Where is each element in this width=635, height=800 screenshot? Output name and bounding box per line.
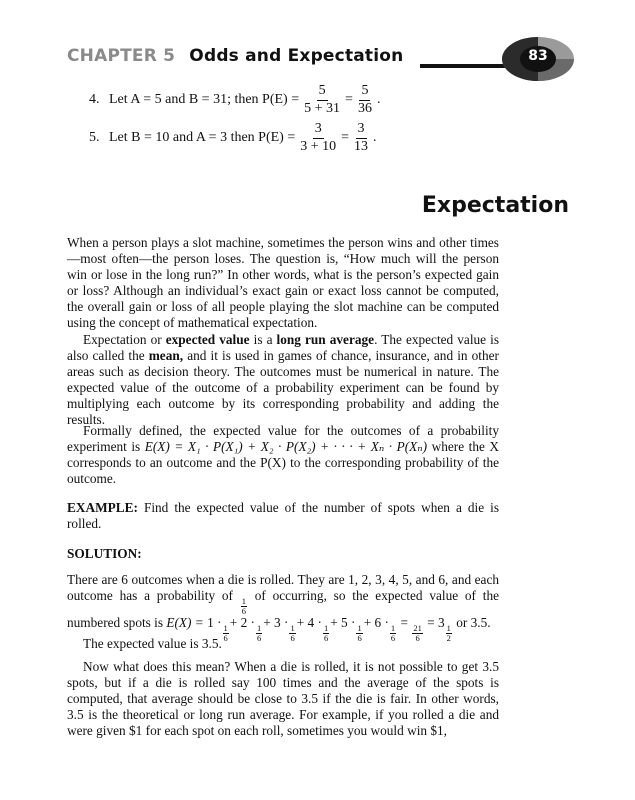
fraction (298, 122, 338, 154)
fraction-denominator: 2 (446, 632, 451, 643)
formula-term: + 5 · (330, 615, 356, 631)
text-run: There are 6 outcomes when a die is rolled. They are 1, 2, 3, 4, 5, and 6, and each outcome has a probability of (67, 572, 499, 604)
section-title: Expectation (421, 193, 569, 218)
paragraph-result: The expected value is 3.5. (83, 636, 222, 651)
mixed-number: = 3 (427, 615, 445, 631)
example-text: Find the expected value of the number of spots when a die is rolled. (67, 500, 499, 532)
fraction-numerator: 3 (313, 122, 324, 139)
chapter-label: CHAPTER 5 (67, 46, 176, 66)
solution-label (67, 546, 499, 562)
text-run: or 3.5. (452, 615, 491, 631)
fraction-denominator: 3 + 10 (300, 138, 337, 154)
text-run: and it is used in games of chance, insurance, and in other areas such as decision theory. The outcomes must be numerical in nature. The expected value of the outcome of a probability experiment can be found by multiplying each outcome by its corresponding probability and adding the results. (67, 348, 499, 428)
fraction-one-sixth (241, 597, 247, 615)
formula-term: + 2 · (229, 615, 255, 631)
paragraph-solution (67, 572, 499, 642)
formula-term: + 6 · (363, 615, 389, 631)
paragraph-formal-definition (67, 423, 499, 487)
example-line-5 (89, 122, 377, 154)
equals-sign: = (345, 92, 353, 108)
fraction-numerator: 5 (317, 84, 328, 101)
fraction-numerator: 21 (413, 623, 422, 634)
fraction-numerator: 1 (256, 623, 262, 634)
fraction (356, 84, 374, 116)
fraction-denominator: 6 (223, 632, 228, 643)
chapter-title: Odds and Expectation (189, 46, 404, 66)
fraction-denominator: 6 (290, 632, 295, 643)
formula-term: + 4 · (296, 615, 322, 631)
term-expected-value: expected value (165, 332, 250, 347)
fraction-denominator: 5 + 31 (304, 100, 341, 116)
fraction-denominator: 6 (323, 632, 329, 643)
item-number: 5. (89, 130, 100, 146)
formula-term: + 3 · (263, 615, 289, 631)
text-run: Expectation or (83, 332, 166, 347)
fraction-numerator: 1 (223, 623, 228, 634)
fraction-numerator: 5 (359, 84, 370, 101)
fraction-denominator: 6 (357, 632, 362, 643)
formula-lead: E(X) = (166, 615, 208, 631)
fraction-numerator: 1 (446, 623, 451, 634)
term-mean: mean, (148, 348, 184, 364)
paragraph-interpretation: Now what does this mean? When a die is rolled, it is not possible to get 3.5 spots, but if a die is rolled say 100 times and the average of the spots is computed, that average should be close to 3.5 if the die is fair. In other words, 3.5 is the theoretical or long run average. For example, if you rolled a die and were given $1 for each spot on each roll, sometimes you would win $1, (67, 659, 499, 739)
term-long-run-average: long run average (276, 332, 375, 347)
fraction-numerator: 1 (390, 623, 396, 634)
example-label: EXAMPLE: (67, 500, 138, 515)
expected-value-formula: E(X) = X₁ · P(X₁) + X₂ · P(X₂) + · · · + Xₙ · P(Xₙ) (144, 439, 428, 455)
example-line-4 (89, 84, 380, 116)
paragraph-intro: When a person plays a slot machine, sometimes the person wins and other times—most often—the person loses. The question is, “How much will the person win or lose in the long run?” In other words, what is the person’s expected gain or loss? Although an individual’s exact gain or exact loss cannot be computed, the overall gain or loss of all people playing the slot machine can be computed using the concept of mathematical expectation. (67, 235, 499, 331)
text-run: of occurring, so the expected value of the numbered spots is (67, 588, 499, 631)
paragraph-definition (67, 332, 499, 429)
fraction (302, 84, 342, 116)
text-run: . The expected value is also called the (67, 332, 500, 364)
solution-label-text: SOLUTION: (67, 546, 142, 561)
fraction-numerator: 1 (323, 623, 329, 634)
equation-lead: Let A = 5 and B = 31; then P(E) = (109, 92, 300, 108)
text-run: is a (249, 332, 277, 347)
period: . (373, 130, 377, 146)
fraction-denominator: 6 (390, 632, 396, 643)
fraction (352, 122, 370, 154)
fraction-numerator: 1 (290, 623, 295, 634)
fraction-denominator: 13 (354, 138, 369, 154)
period: . (376, 92, 381, 108)
example-block (67, 500, 499, 532)
item-number: 4. (89, 92, 100, 108)
fraction-denominator: 36 (357, 100, 372, 116)
fraction-numerator: 3 (356, 122, 367, 139)
text-run: Formally defined, the expected value for the outcomes of a probability experiment is (67, 423, 499, 455)
fraction-numerator: 1 (241, 596, 246, 607)
text-run: where the X corresponds to an outcome and the P(X) to the corresponding probability of the outcome. (67, 439, 500, 487)
formula-term: 1 · (207, 615, 222, 631)
equation-lead: Let B = 10 and A = 3 then P(E) = (109, 130, 296, 146)
equals-sign: = (341, 130, 350, 146)
page-number: 83 (528, 48, 548, 64)
chapter-header (67, 46, 403, 66)
fraction-numerator: 1 (357, 623, 362, 634)
fraction-denominator: 6 (241, 605, 246, 616)
fraction-denominator: 6 (256, 632, 262, 643)
equals-sign: = (400, 615, 408, 631)
fraction-denominator: 6 (415, 632, 420, 643)
